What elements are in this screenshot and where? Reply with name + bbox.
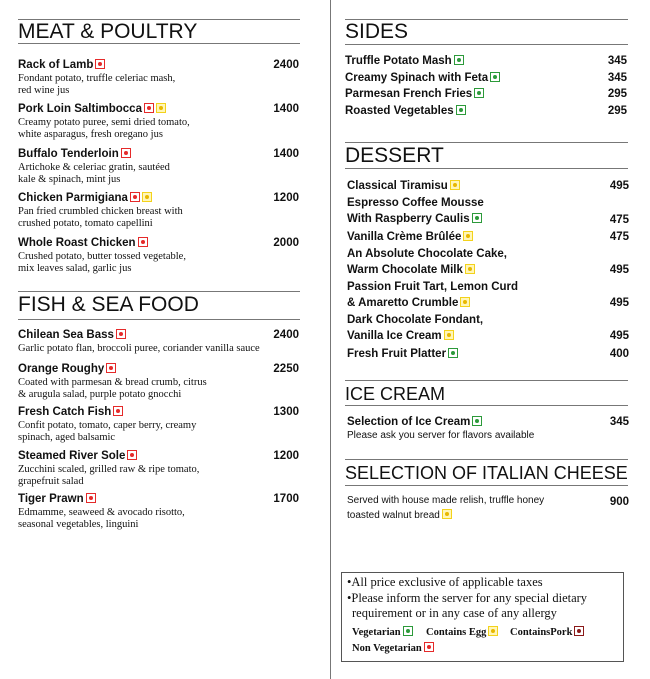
dish-name: Roasted Vegetables bbox=[345, 104, 466, 118]
dish-desc: Zucchini scaled, grilled raw & ripe tomato, bbox=[18, 464, 200, 475]
dish-price: 495 bbox=[609, 180, 629, 192]
non-vegetarian-icon bbox=[95, 59, 105, 69]
dish-name: Buffalo Tenderloin bbox=[18, 147, 131, 161]
divider bbox=[18, 43, 300, 44]
dish-name: & Amaretto Crumble bbox=[347, 296, 470, 310]
dish-name: Fresh Fruit Platter bbox=[347, 347, 458, 361]
dish-name: Parmesan French Fries bbox=[345, 87, 484, 101]
dish-desc: Edmamme, seaweed & avocado risotto, bbox=[18, 507, 185, 518]
dish-name: With Raspberry Caulis bbox=[347, 212, 482, 226]
dish-price: 475 bbox=[609, 214, 629, 226]
divider bbox=[345, 142, 628, 143]
dish-name: Chilean Sea Bass bbox=[18, 328, 126, 342]
dish-name: Steamed River Sole bbox=[18, 449, 137, 463]
contains-egg-icon bbox=[444, 330, 454, 340]
dish-price: 345 bbox=[609, 416, 629, 428]
dish-name: Selection of Ice Cream bbox=[347, 415, 482, 429]
dish-price: 400 bbox=[609, 348, 629, 360]
legend-egg: Contains Egg bbox=[426, 626, 498, 639]
section-title-ice-cream: ICE CREAM bbox=[345, 384, 446, 404]
dish-price: 295 bbox=[607, 105, 627, 117]
dish-desc: Coated with parmesan & bread crumb, citrus bbox=[18, 377, 207, 388]
vegetarian-icon bbox=[472, 213, 482, 223]
dish-name: Orange Roughy bbox=[18, 362, 116, 376]
dish-desc: Garlic potato flan, broccoli puree, coriander vanilla sauce bbox=[18, 343, 260, 354]
divider bbox=[345, 168, 628, 169]
dish-price: 900 bbox=[609, 496, 629, 508]
non-vegetarian-icon bbox=[86, 493, 96, 503]
dish-price: 2000 bbox=[273, 237, 299, 249]
divider bbox=[345, 405, 628, 406]
dish-name: Vanilla Ice Cream bbox=[347, 329, 454, 343]
non-vegetarian-icon bbox=[127, 450, 137, 460]
dish-name: An Absolute Chocolate Cake, bbox=[347, 248, 507, 260]
dish-desc: mix leaves salad, garlic jus bbox=[18, 263, 132, 274]
contains-egg-icon bbox=[460, 297, 470, 307]
dish-desc: Please ask you server for flavors available bbox=[347, 430, 535, 441]
divider bbox=[345, 380, 628, 381]
dish-price: 1400 bbox=[273, 103, 299, 115]
non-vegetarian-icon bbox=[106, 363, 116, 373]
contains-egg-icon bbox=[142, 192, 152, 202]
vegetarian-icon bbox=[490, 72, 500, 82]
dish-name: Whole Roast Chicken bbox=[18, 236, 148, 250]
section-title-sides: SIDES bbox=[345, 20, 409, 43]
vegetarian-icon bbox=[448, 348, 458, 358]
dish-name: Tiger Prawn bbox=[18, 492, 96, 506]
vegetarian-icon bbox=[474, 88, 484, 98]
dish-price: 1200 bbox=[273, 450, 299, 462]
dish-name: Fresh Catch Fish bbox=[18, 405, 123, 419]
dish-desc: & arugula salad, purple potato gnocchi bbox=[18, 389, 182, 400]
legend-non-vegetarian: Non Vegetarian bbox=[352, 642, 434, 655]
dish-desc: spinach, aged balsamic bbox=[18, 432, 116, 443]
dish-name: Passion Fruit Tart, Lemon Curd bbox=[347, 281, 519, 293]
column-divider bbox=[330, 0, 331, 679]
vegetarian-icon bbox=[456, 105, 466, 115]
divider bbox=[345, 459, 628, 460]
dish-price: 295 bbox=[607, 88, 627, 100]
dish-name: Chicken Parmigiana bbox=[18, 191, 152, 205]
dish-desc: Pan fried crumbled chicken breast with bbox=[18, 206, 183, 217]
non-vegetarian-icon bbox=[121, 148, 131, 158]
dish-name: Warm Chocolate Milk bbox=[347, 263, 475, 277]
note-dietary-cont: requirement or in any case of any allergy bbox=[352, 606, 557, 620]
dish-desc: Served with house made relish, truffle honey bbox=[347, 495, 545, 506]
note-dietary: •Please inform the server for any special dietary bbox=[347, 591, 588, 605]
dish-desc: Crushed potato, butter tossed vegetable, bbox=[18, 251, 186, 262]
section-title-dessert: DESSERT bbox=[345, 144, 444, 167]
dish-desc: kale & spinach, mint jus bbox=[18, 174, 121, 185]
dish-price: 495 bbox=[609, 330, 629, 342]
vegetarian-icon bbox=[403, 626, 413, 636]
section-title-fish: FISH & SEA FOOD bbox=[18, 293, 199, 316]
contains-egg-icon bbox=[488, 626, 498, 636]
divider bbox=[18, 319, 300, 320]
dish-name: Vanilla Crème Brûlée bbox=[347, 230, 473, 244]
contains-egg-icon bbox=[450, 180, 460, 190]
dish-desc: Artichoke & celeriac gratin, sautéed bbox=[18, 162, 170, 173]
contains-egg-icon bbox=[156, 103, 166, 113]
dish-price: 475 bbox=[609, 231, 629, 243]
dish-price: 345 bbox=[607, 55, 627, 67]
dish-price: 1200 bbox=[273, 192, 299, 204]
dish-name: Truffle Potato Mash bbox=[345, 54, 464, 68]
dish-desc: crushed potato, tomato capellini bbox=[18, 218, 153, 229]
dish-price: 1700 bbox=[273, 493, 299, 505]
dish-desc: Creamy potato puree, semi dried tomato, bbox=[18, 117, 190, 128]
section-title-meat: MEAT & POULTRY bbox=[18, 20, 198, 43]
divider bbox=[345, 485, 628, 486]
dish-price: 1300 bbox=[273, 406, 299, 418]
dish-name: Espresso Coffee Mousse bbox=[347, 197, 484, 209]
dish-desc: toasted walnut bread bbox=[347, 509, 452, 523]
dish-price: 2400 bbox=[273, 329, 299, 341]
dish-name: Classical Tiramisu bbox=[347, 179, 460, 193]
dish-name: Rack of Lamb bbox=[18, 58, 105, 72]
contains-pork-icon bbox=[574, 626, 584, 636]
legend-pork: ContainsPork bbox=[510, 626, 584, 639]
dish-name: Dark Chocolate Fondant, bbox=[347, 314, 484, 326]
non-vegetarian-icon bbox=[116, 329, 126, 339]
vegetarian-icon bbox=[454, 55, 464, 65]
section-title-cheese: SELECTION OF ITALIAN CHEESE bbox=[345, 463, 628, 483]
dish-price: 495 bbox=[609, 297, 629, 309]
note-taxes: •All price exclusive of applicable taxes bbox=[347, 575, 543, 589]
divider bbox=[18, 291, 300, 292]
non-vegetarian-icon bbox=[138, 237, 148, 247]
non-vegetarian-icon bbox=[144, 103, 154, 113]
dish-desc: grapefruit salad bbox=[18, 476, 84, 487]
dish-name: Pork Loin Saltimbocca bbox=[18, 102, 166, 116]
divider bbox=[345, 44, 628, 45]
dish-desc: Fondant potato, truffle celeriac mash, bbox=[18, 73, 176, 84]
non-vegetarian-icon bbox=[130, 192, 140, 202]
non-vegetarian-icon bbox=[424, 642, 434, 652]
dish-desc: white asparagus, fresh oregano jus bbox=[18, 129, 163, 140]
dish-price: 2400 bbox=[273, 59, 299, 71]
non-vegetarian-icon bbox=[113, 406, 123, 416]
contains-egg-icon bbox=[465, 264, 475, 274]
dish-name: Creamy Spinach with Feta bbox=[345, 71, 500, 85]
dish-price: 495 bbox=[609, 264, 629, 276]
vegetarian-icon bbox=[472, 416, 482, 426]
legend-vegetarian: Vegetarian bbox=[352, 626, 413, 639]
dish-desc: seasonal vegetables, linguini bbox=[18, 519, 139, 530]
dish-price: 1400 bbox=[273, 148, 299, 160]
dish-desc: red wine jus bbox=[18, 85, 70, 96]
contains-egg-icon bbox=[463, 231, 473, 241]
dish-price: 2250 bbox=[273, 363, 299, 375]
dish-price: 345 bbox=[607, 72, 627, 84]
contains-egg-icon bbox=[442, 509, 452, 519]
dish-desc: Confit potato, tomato, caper berry, creamy bbox=[18, 420, 197, 431]
